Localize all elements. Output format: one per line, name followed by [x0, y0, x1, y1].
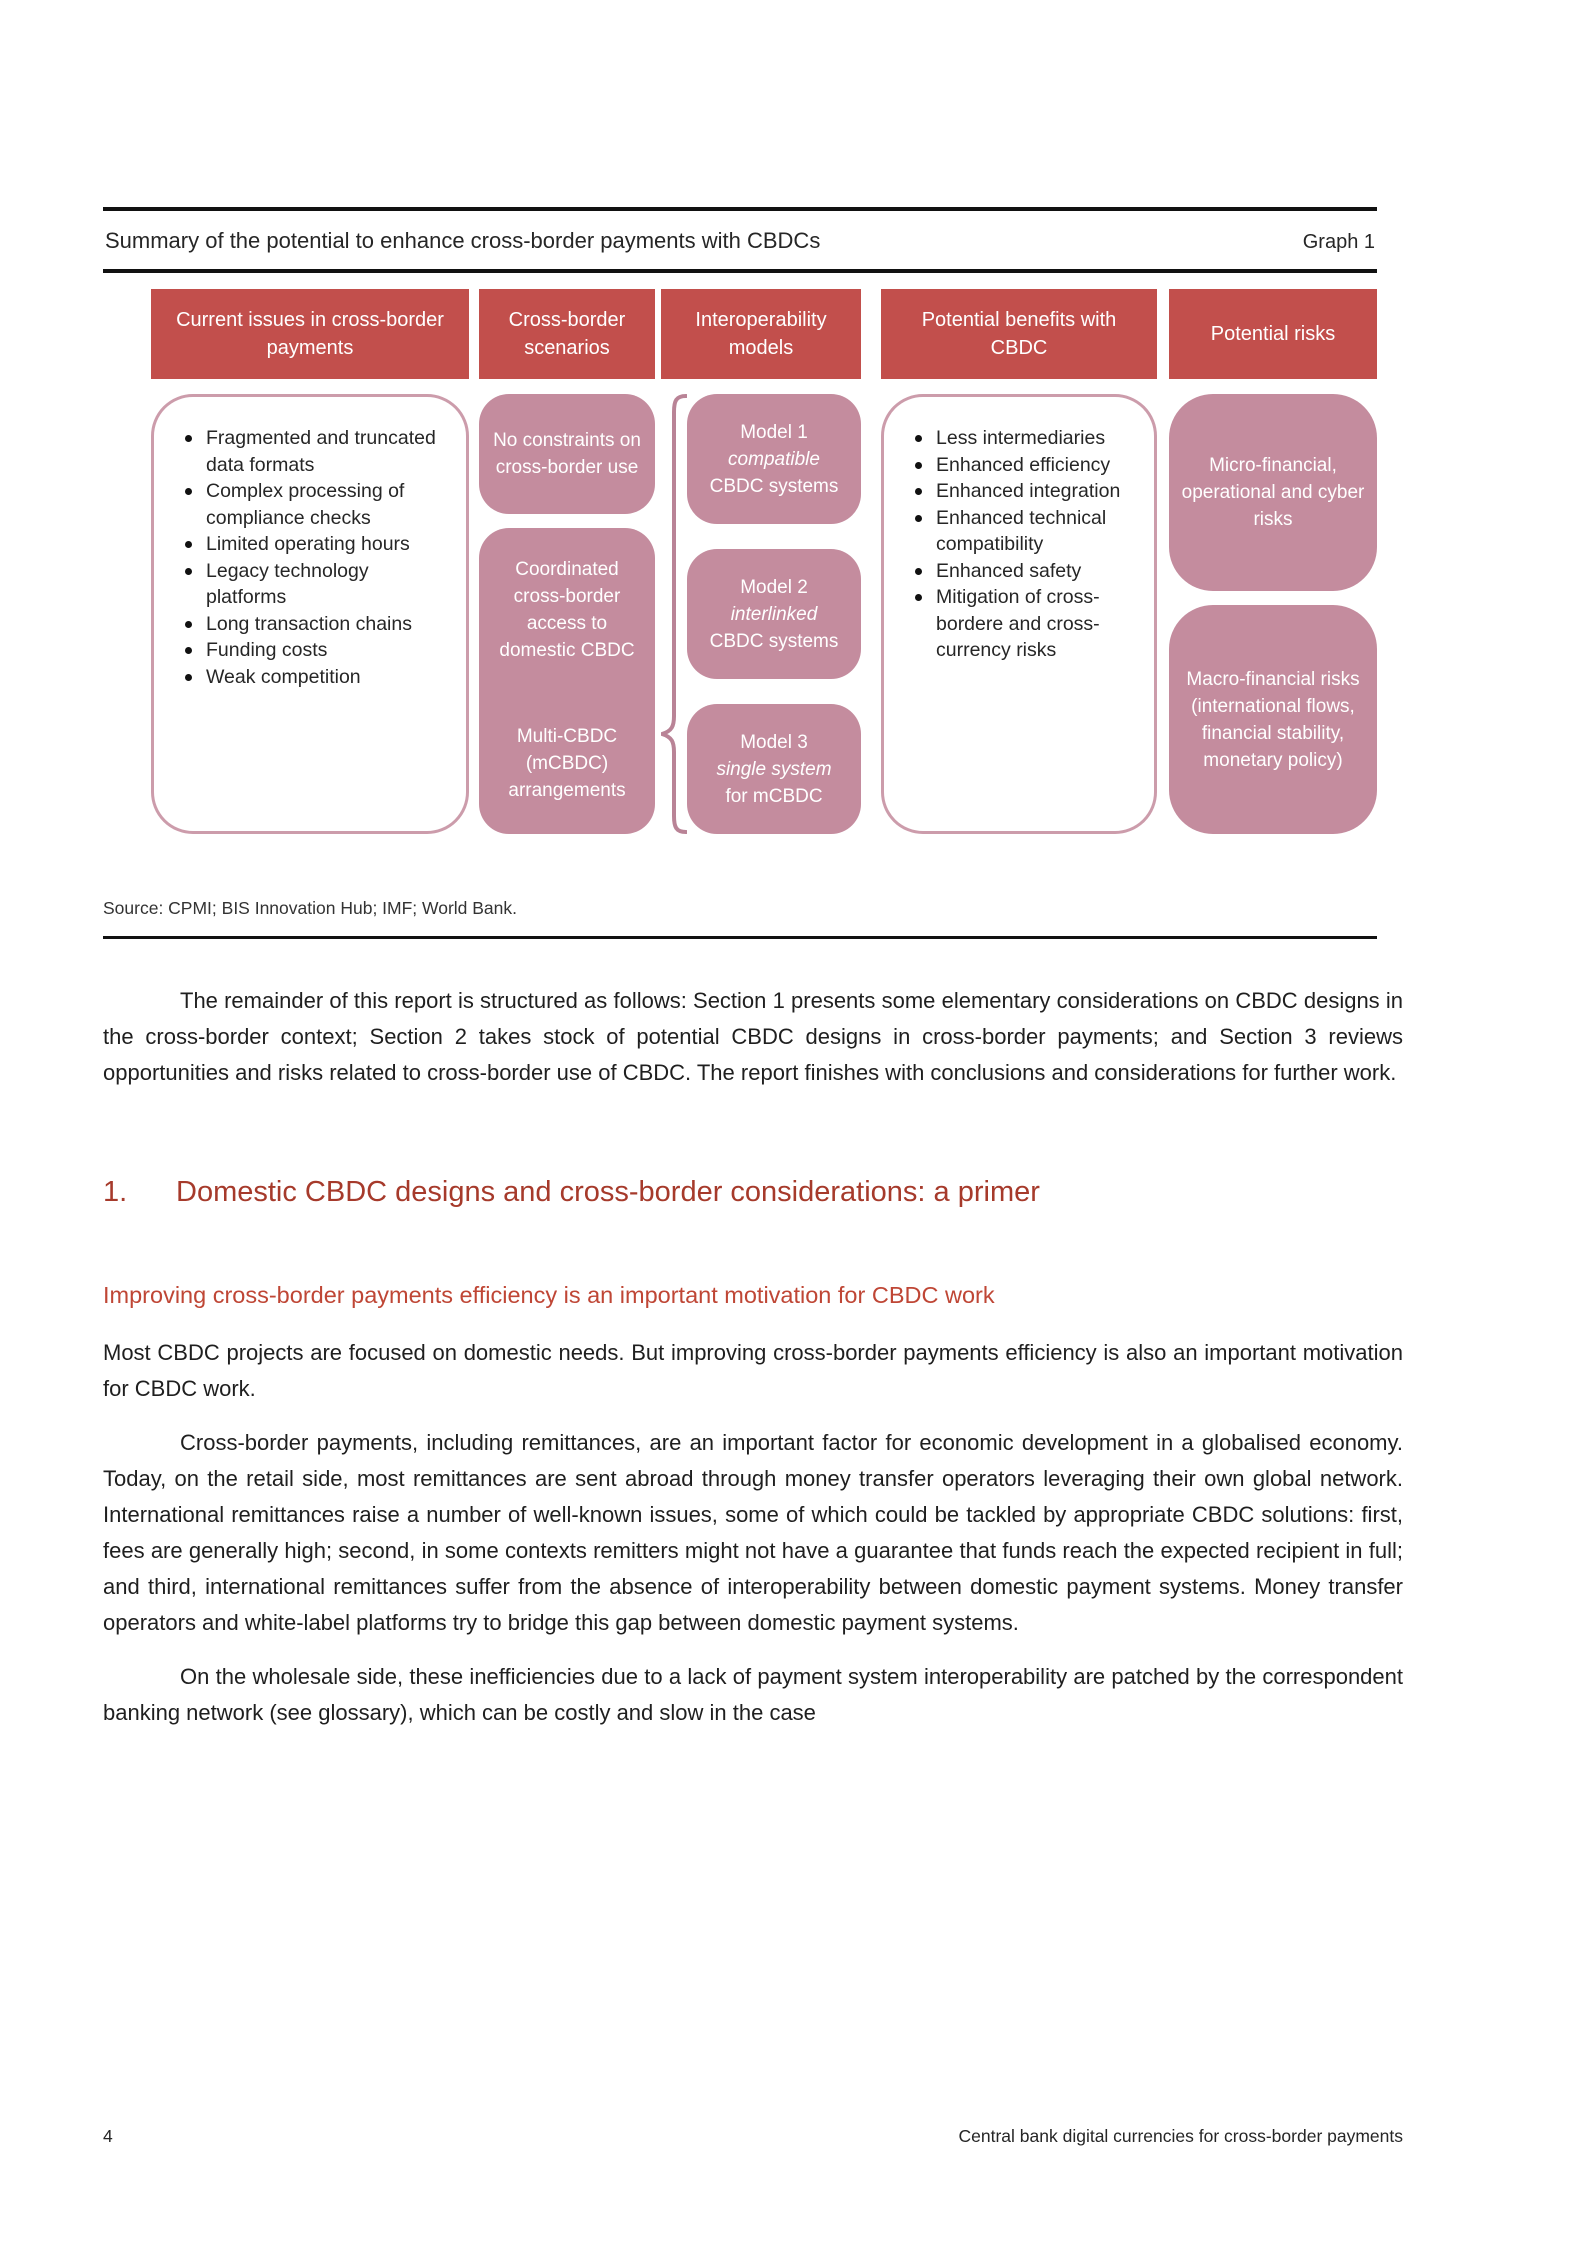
publication-title: Central bank digital currencies for cross-border payments [958, 2126, 1403, 2146]
list-item: Mitigation of cross-bordere and cross-currency risks [908, 584, 1140, 664]
model-qualifier: compatible [728, 448, 820, 470]
column-header-models: Interoperability models [661, 289, 861, 379]
list-item: Less intermediaries [908, 425, 1140, 452]
model-name: Model 2 [740, 576, 808, 598]
bullet-dot-icon [185, 647, 192, 654]
figure-source-note: Source: CPMI; BIS Innovation Hub; IMF; World Bank. [103, 898, 518, 918]
list-item: Limited operating hours [178, 531, 452, 558]
column-current-issues [151, 289, 469, 834]
bullet-dot-icon [185, 541, 192, 548]
column-benefits [881, 289, 1157, 834]
model-2-box [687, 549, 861, 679]
model-description: CBDC systems [709, 475, 839, 497]
column-risks [1169, 289, 1377, 834]
section-title: Domestic CBDC designs and cross-border considerations: a primer [176, 1176, 1040, 1208]
figure-number-label: Graph 1 [1302, 231, 1375, 253]
list-item: Enhanced efficiency [908, 452, 1140, 479]
list-item: Enhanced technical compatibility [908, 505, 1140, 558]
model-description: CBDC systems [709, 630, 839, 652]
paragraph-most-cbdc-projects: Most CBDC projects are focused on domestic needs. But improving cross-border payments efficiency is also an important motivation for CBDC work. [103, 1340, 1403, 1401]
graph-1-figure [103, 207, 1377, 939]
bullet-dot-icon [185, 674, 192, 681]
model-name: Model 1 [740, 421, 808, 443]
scenario-text-coordinated: Coordinated cross-border access to domestic CBDC [499, 559, 635, 661]
column-header-benefits: Potential benefits with CBDC [881, 289, 1157, 379]
column-models [661, 289, 861, 834]
current-issues-list-box [151, 394, 469, 834]
scenario-box-coordinated-mcbdc [479, 528, 655, 834]
scenario-box-no-constraints: No constraints on cross-border use [479, 394, 655, 514]
page-number: 4 [103, 2126, 113, 2146]
bullet-dot-icon [915, 568, 922, 575]
bullet-dot-icon [915, 488, 922, 495]
list-item: Fragmented and truncated data formats [178, 425, 452, 478]
model-qualifier: single system [716, 758, 832, 780]
model-1-box [687, 394, 861, 524]
list-item: Enhanced integration [908, 478, 1140, 505]
bullet-dot-icon [915, 462, 922, 469]
paragraph-wholesale-side: On the wholesale side, these inefficiencies due to a lack of payment system interoperability are patched by the correspondent banking network (see glossary), which can be costly and slow in the case [103, 1664, 1403, 1725]
model-3-box [687, 704, 861, 834]
column-header-risks: Potential risks [1169, 289, 1377, 379]
bullet-dot-icon [185, 435, 192, 442]
model-qualifier: interlinked [730, 603, 818, 625]
page-footer [103, 2126, 1403, 2147]
model-boxes [687, 394, 861, 834]
list-item: Weak competition [178, 664, 452, 691]
benefits-list-box [881, 394, 1157, 834]
column-header-scenarios: Cross-border scenarios [479, 289, 655, 379]
list-item: Funding costs [178, 637, 452, 664]
bullet-dot-icon [915, 435, 922, 442]
figure-title-rule [103, 269, 1377, 273]
scenario-text-mcbdc: Multi-CBDC (mCBDC) arrangements [508, 726, 626, 801]
risk-box-micro-financial: Micro-financial, operational and cyber risks [1169, 394, 1377, 591]
paragraph-cross-border-payments: Cross-border payments, including remittances, are an important factor for economic development in a globalised economy. Today, on the retail side, most remittances are sent abroad through money transfer operators leveraging their own global network. International remittances raise a number of well-known issues, some of which could be tackled by appropriate CBDC solutions: first, fees are generally high; second, in some contexts remitters might not have a guarantee that funds reach the expected recipient in full; and third, international remittances suffer from the absence of interoperability between domestic payment systems. Money transfer operators and white-label platforms try to bridge this gap between domestic payment systems. [103, 1430, 1403, 1635]
column-scenarios [479, 289, 655, 834]
figure-bottom-rule [103, 936, 1377, 939]
figure-title-row [103, 211, 1377, 269]
bullet-dot-icon [915, 594, 922, 601]
model-name: Model 3 [740, 731, 808, 753]
risk-box-macro-financial: Macro-financial risks (international flows, financial stability, monetary policy) [1169, 605, 1377, 834]
bullet-dot-icon [915, 515, 922, 522]
list-item: Legacy technology platforms [178, 558, 452, 611]
model-description: for mCBDC [725, 785, 823, 807]
paragraph-report-structure: The remainder of this report is structured as follows: Section 1 presents some elementary considerations on CBDC designs in the cross-border context; Section 2 takes stock of potential CBDC designs in cross-border payments; and Section 3 reviews opportunities and risks related to cross-border use of CBDC. The report finishes with conclusions and considerations for further work. [103, 988, 1403, 1085]
list-item: Enhanced safety [908, 558, 1140, 585]
section-1-heading [103, 1173, 1403, 1211]
bullet-dot-icon [185, 488, 192, 495]
figure-title: Summary of the potential to enhance cross-border payments with CBDCs [105, 228, 821, 253]
section-number: 1. [103, 1176, 128, 1208]
figure-diagram [103, 289, 1377, 834]
list-item: Complex processing of compliance checks [178, 478, 452, 531]
bullet-dot-icon [185, 568, 192, 575]
subsection-heading: Improving cross-border payments efficiency is an important motivation for CBDC work [103, 1282, 995, 1308]
curly-brace-icon [661, 394, 687, 834]
list-item: Long transaction chains [178, 611, 452, 638]
bullet-dot-icon [185, 621, 192, 628]
column-header-current-issues: Current issues in cross-border payments [151, 289, 469, 379]
